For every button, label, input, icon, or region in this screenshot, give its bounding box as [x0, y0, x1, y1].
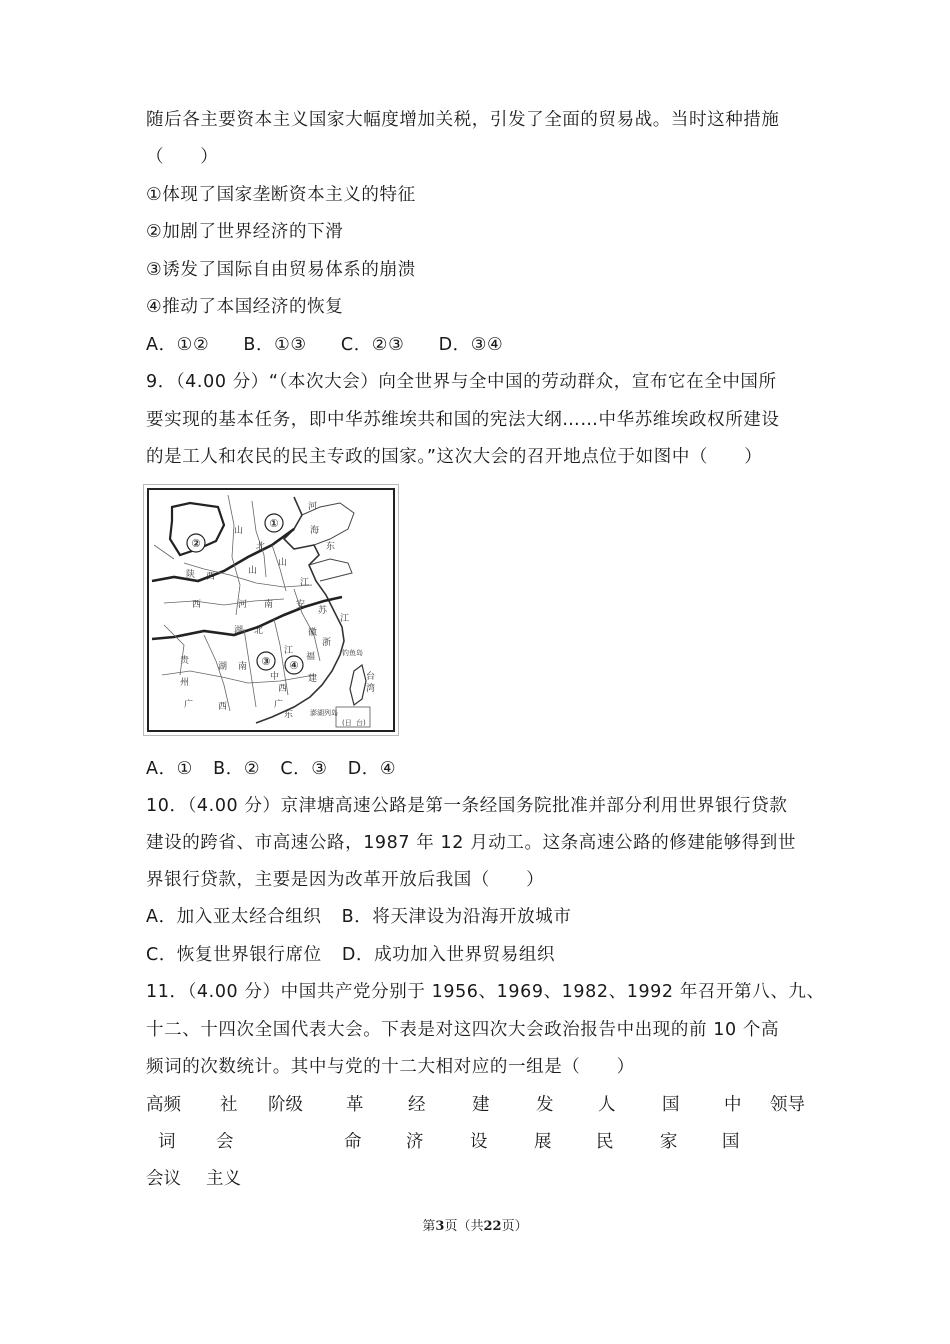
- q10-option-a[interactable]: A．加入亚太经合组织: [146, 907, 322, 927]
- q8-stem-line1: 随后各主要资本主义国家大幅度增加关税，引发了全面的贸易战。当时这种措施: [146, 110, 780, 130]
- q11-line1: 11．（4.00 分）中国共产党分别于 1956、1969、1982、1992 年召开第八、九、: [146, 982, 825, 1002]
- map-province-labels: [180, 501, 375, 720]
- footer-page-number: 3: [435, 1219, 445, 1234]
- map-label: 州: [180, 678, 190, 688]
- map-label: 建: [308, 674, 318, 684]
- q8-item-3: ③诱发了国际自由贸易体系的崩溃: [146, 260, 416, 280]
- q10-line1: 10．（4.00 分）京津塘高速公路是第一条经国务院批准并部分利用世界银行贷款: [146, 796, 788, 816]
- table-header-cell: 人: [598, 1095, 616, 1115]
- q10-option-c[interactable]: C．恢复世界银行席位: [146, 945, 322, 965]
- table-header-cell: 建: [472, 1095, 490, 1115]
- table-header-cell: 主义: [206, 1169, 241, 1189]
- map-label: 福: [306, 652, 316, 662]
- table-header-cell: 国: [722, 1132, 740, 1152]
- map-label: 江: [340, 614, 350, 624]
- table-header-cell: 命: [344, 1132, 362, 1152]
- q8-option-c[interactable]: C．②③: [340, 335, 405, 355]
- table-header-cell: 设: [470, 1132, 488, 1152]
- q10-line3: 界银行贷款，主要是因为改革开放后我国（ ）: [146, 870, 545, 890]
- q10-options-row1: [146, 903, 585, 928]
- table-header-cell: 社: [220, 1095, 238, 1115]
- map-label: 河: [238, 600, 248, 610]
- map-label-inset2: 台): [356, 719, 366, 727]
- map-label: 南: [238, 662, 248, 672]
- footer-prefix: 第: [422, 1219, 436, 1234]
- q8-options: [146, 331, 531, 356]
- q10-line2: 建设的跨省、市高速公路，1987 年 12 月动工。这条高速公路的修建能够得到世: [146, 833, 796, 853]
- q9-option-a[interactable]: A．①: [146, 759, 193, 779]
- q8-item-4: ④推动了本国经济的恢复: [146, 297, 344, 317]
- map-label: 东: [284, 710, 294, 720]
- map-label: 台: [366, 672, 376, 682]
- map-marker-3: ③: [261, 655, 271, 668]
- q9-option-c[interactable]: C．③: [280, 759, 328, 779]
- map-label: 西: [192, 600, 202, 610]
- map-label: 河: [308, 502, 318, 512]
- map-label: 海: [310, 526, 320, 536]
- table-header-cell: 发: [536, 1095, 554, 1115]
- q11-line3: 频词的次数统计。其中与党的十二大相对应的一组是（ ）: [146, 1057, 635, 1077]
- map-label: 苏: [318, 606, 328, 616]
- map-label-diaoyu: 钓鱼岛: [342, 649, 363, 657]
- table-header-cell: 中: [724, 1095, 742, 1115]
- q9-option-d[interactable]: D．④: [347, 759, 397, 779]
- table-header-cell: 济: [406, 1132, 424, 1152]
- map-marker-4: ④: [289, 659, 299, 672]
- table-header-cell: 经: [408, 1095, 426, 1115]
- map-label: 广: [274, 700, 284, 710]
- map-marker-2: ②: [191, 537, 201, 550]
- table-header-cell: 民: [596, 1132, 614, 1152]
- q10-options-row2: [146, 941, 569, 966]
- q9-line1: 9．（4.00 分）“（本次大会）向全世界与全中国的劳动群众，宣布它在全中国所: [146, 372, 777, 392]
- map-svg: [144, 485, 398, 735]
- table-header-cell: 领导: [770, 1095, 805, 1115]
- q9-options: [146, 755, 410, 780]
- map-label: 江: [300, 578, 310, 588]
- q10-option-b[interactable]: B．将天津设为沿海开放城市: [341, 907, 572, 927]
- map-label-inset1: (日: [342, 719, 352, 727]
- china-map-figure: [143, 484, 399, 736]
- map-label: 山: [234, 526, 244, 536]
- map-label: 中: [270, 672, 280, 682]
- map-label: 北: [254, 626, 264, 636]
- map-label: 东: [326, 542, 336, 552]
- table-header-cell: 阶级: [268, 1095, 303, 1115]
- q9-line3: 的是工人和农民的民主专政的国家。”这次大会的召开地点位于如图中（ ）: [146, 447, 763, 467]
- page-footer: [0, 1215, 950, 1234]
- table-header-cell: 革: [346, 1095, 364, 1115]
- table-header-cell: 展: [534, 1132, 552, 1152]
- table-header-cell: 会: [216, 1132, 234, 1152]
- map-label: 湖: [234, 626, 244, 636]
- map-label: 湖: [218, 662, 228, 672]
- footer-suffix: 页）: [501, 1219, 528, 1234]
- q8-option-b[interactable]: B．①③: [243, 335, 307, 355]
- map-label: 广: [184, 700, 194, 710]
- map-label: 江: [284, 646, 294, 656]
- footer-mid: 页（共: [444, 1219, 484, 1234]
- map-marker-1: ①: [269, 517, 279, 530]
- q9-line2: 要实现的基本任务，即中华苏维埃共和国的宪法大纲……中华苏维埃政权所建设: [146, 410, 780, 430]
- map-label: 湾: [366, 684, 376, 694]
- q8-stem-line2: （ ）: [146, 147, 219, 167]
- map-label: 贵: [180, 656, 190, 666]
- q9-option-b[interactable]: B．②: [213, 759, 261, 779]
- map-label: 西: [218, 702, 228, 712]
- table-header-cell: 家: [660, 1132, 678, 1152]
- q11-line2: 十二、十四次全国代表大会。下表是对这四次大会政治报告中出现的前 10 个高: [146, 1020, 780, 1040]
- map-label: 北: [256, 542, 266, 552]
- map-label: 山: [278, 558, 288, 568]
- q8-option-d[interactable]: D．③④: [438, 335, 504, 355]
- q8-item-1: ①体现了国家垄断资本主义的特征: [146, 185, 416, 205]
- map-label: 徽: [308, 628, 318, 638]
- q10-option-d[interactable]: D．成功加入世界贸易组织: [341, 945, 556, 965]
- map-label: 陕: [186, 570, 196, 580]
- table-header-cell: 会议: [146, 1169, 181, 1189]
- map-label-penghu: 澎湖列岛: [310, 709, 338, 717]
- map-label: 浙: [322, 638, 332, 648]
- map-label: 山: [248, 566, 258, 576]
- map-label: 西: [206, 572, 216, 582]
- map-label: 安: [296, 600, 306, 610]
- table-header-cell: 国: [662, 1095, 680, 1115]
- map-label: 南: [264, 600, 274, 610]
- table-header-cell: 高频: [146, 1095, 181, 1115]
- q8-item-2: ②加剧了世界经济的下滑: [146, 222, 344, 242]
- q8-option-a[interactable]: A．①②: [146, 335, 210, 355]
- footer-total-pages: 22: [483, 1219, 502, 1234]
- table-header-cell: 词: [158, 1132, 176, 1152]
- map-label: 西: [278, 684, 288, 694]
